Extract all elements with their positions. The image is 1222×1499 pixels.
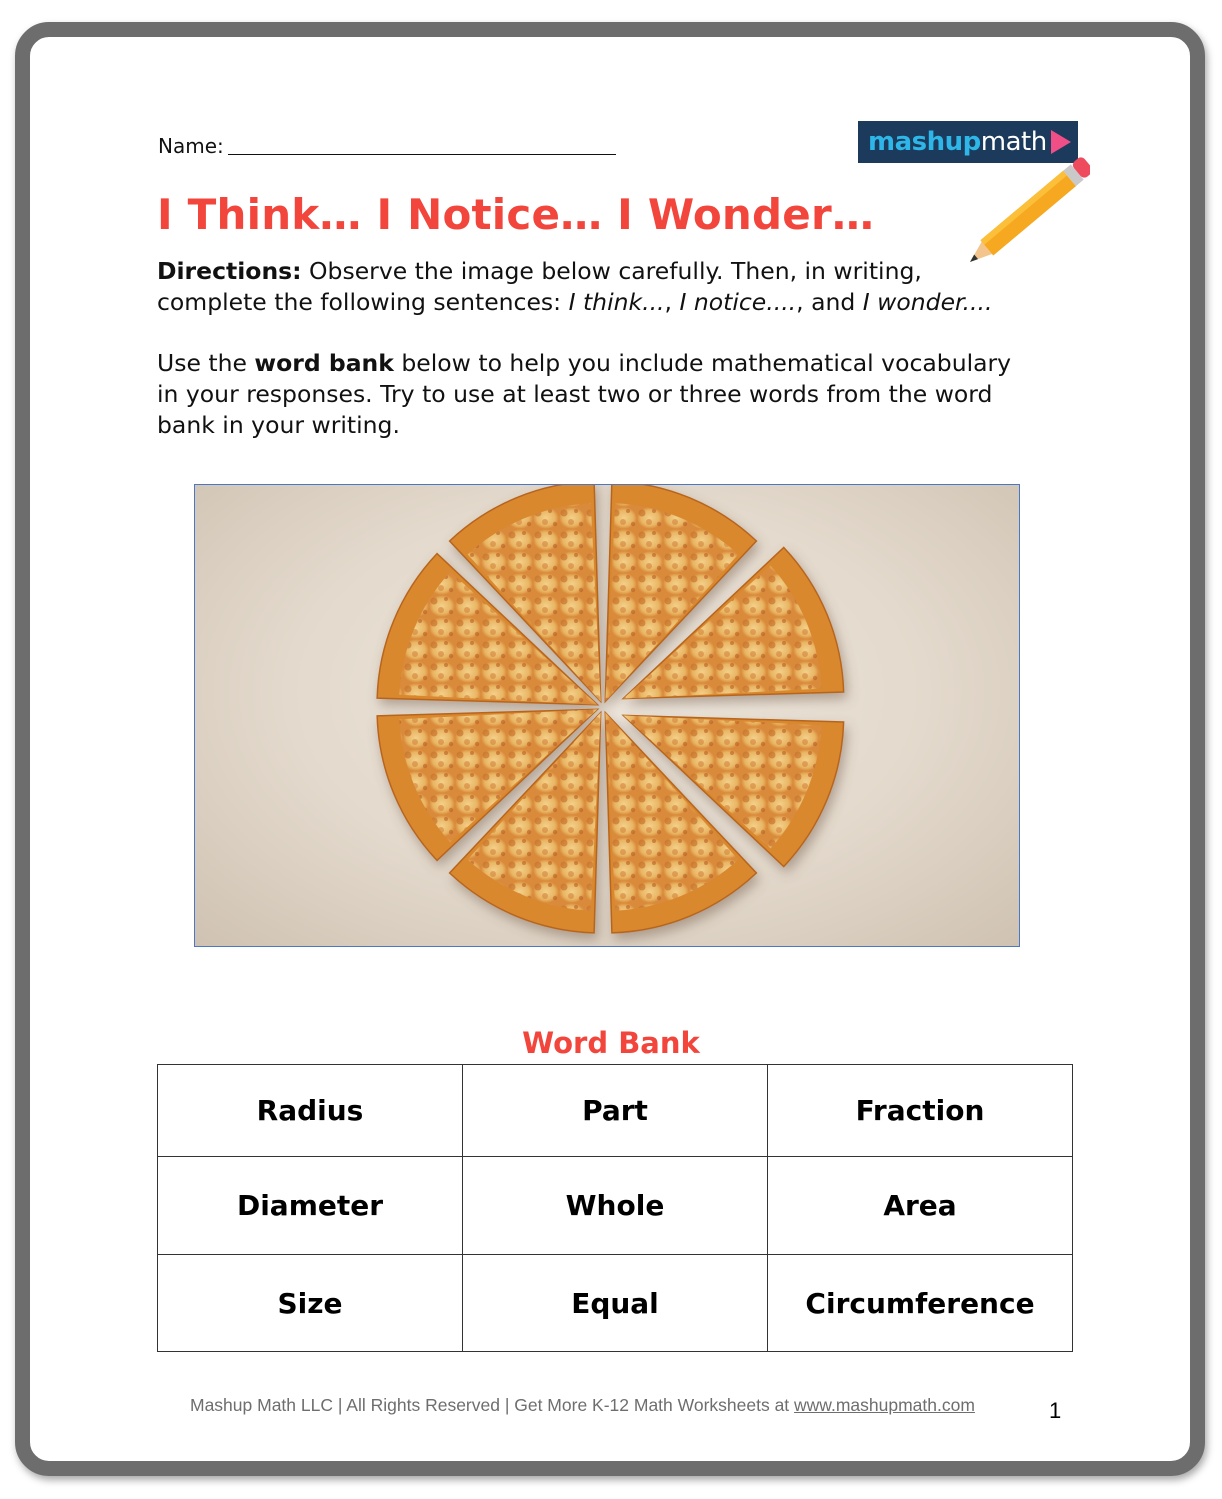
logo-text-mashup: mashup xyxy=(868,127,981,157)
word-bank-title: Word Bank xyxy=(522,1026,700,1060)
footer xyxy=(190,1395,975,1416)
pencil-icon xyxy=(960,150,1090,270)
directions-text: Observe the image below carefully. Then, in writing, complete the following sentences: xyxy=(157,257,922,316)
word-cell: Radius xyxy=(158,1065,463,1157)
instructions-paragraph xyxy=(157,348,1037,441)
word-cell: Part xyxy=(463,1065,768,1157)
word-cell: Circumference xyxy=(768,1255,1073,1352)
prompt-wonder: I wonder.... xyxy=(862,288,993,316)
footer-text: Mashup Math LLC | All Rights Reserved | Get More K-12 Math Worksheets at xyxy=(190,1395,795,1415)
separator: , xyxy=(664,288,680,316)
word-cell: Equal xyxy=(463,1255,768,1352)
name-field[interactable] xyxy=(158,134,616,158)
footer-link[interactable]: www.mashupmath.com xyxy=(794,1395,975,1415)
instructions-post: below to help you include mathematical vocabulary in your responses. Try to use at least two or three words from the word bank in your writing. xyxy=(157,349,1012,439)
word-cell: Diameter xyxy=(158,1157,463,1255)
instructions-bold: word bank xyxy=(254,349,394,377)
name-label: Name: xyxy=(158,134,224,158)
table-row xyxy=(158,1065,1073,1157)
pizza-photo xyxy=(194,484,1020,947)
directions-label: Directions: xyxy=(157,257,302,285)
logo-text-math: math xyxy=(980,127,1047,157)
word-cell: Whole xyxy=(463,1157,768,1255)
word-cell: Size xyxy=(158,1255,463,1352)
table-row xyxy=(158,1255,1073,1352)
word-cell: Fraction xyxy=(768,1065,1073,1157)
word-cell: Area xyxy=(768,1157,1073,1255)
prompt-notice: I notice.... xyxy=(679,288,797,316)
word-bank-table xyxy=(157,1064,1073,1352)
prompt-think: I think... xyxy=(568,288,665,316)
table-row xyxy=(158,1157,1073,1255)
separator: , and xyxy=(796,288,863,316)
page-number: 1 xyxy=(1049,1398,1062,1423)
worksheet-title: I Think… I Notice… I Wonder… xyxy=(157,190,875,239)
directions-paragraph xyxy=(157,256,1037,318)
instructions-pre: Use the xyxy=(157,349,255,377)
name-blank-line[interactable] xyxy=(228,136,616,155)
